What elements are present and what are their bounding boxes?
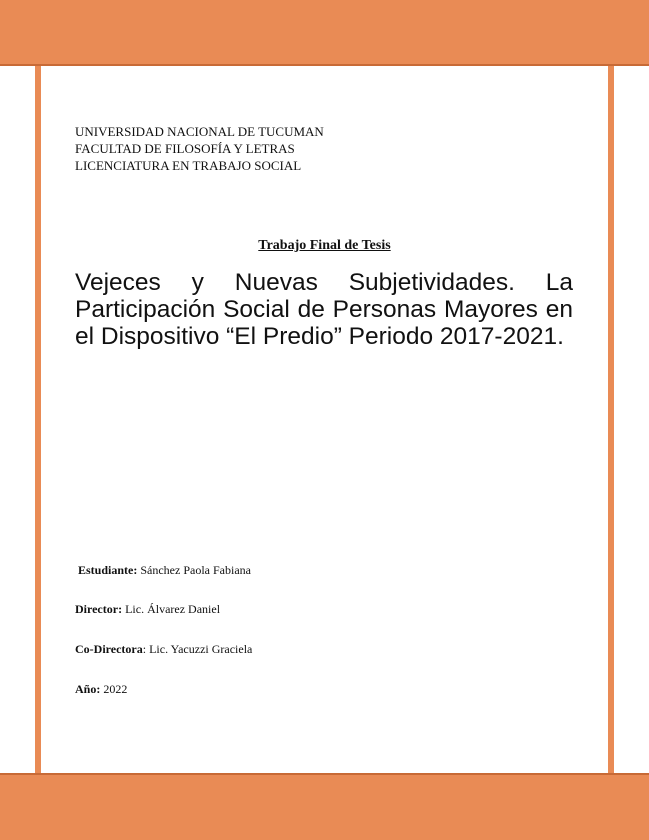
director-line <box>75 602 220 617</box>
faculty-name: FACULTAD DE FILOSOFÍA Y LETRAS <box>75 141 295 156</box>
student-line <box>78 563 251 578</box>
footer-decorative-band <box>0 773 649 840</box>
thesis-type-heading: Trabajo Final de Tesis <box>258 238 391 253</box>
right-border-bar <box>608 66 614 773</box>
thesis-title: Vejeces y Nuevas Subjetividades. La Participación Social de Personas Mayores en el Dispositivo “El Predio” Periodo 2017-2021. <box>75 269 573 350</box>
director-label: Director: <box>75 602 123 616</box>
left-border-bar <box>35 66 41 773</box>
year-label: Año: <box>75 682 101 696</box>
year-line <box>75 682 127 697</box>
institution-block <box>75 123 324 174</box>
header-decorative-band <box>0 0 649 66</box>
codirector-label: Co-Directora <box>75 642 143 656</box>
codirector-value: : Lic. Yacuzzi Graciela <box>142 642 253 656</box>
director-value: Lic. Álvarez Daniel <box>125 602 221 616</box>
degree-name: LICENCIATURA EN TRABAJO SOCIAL <box>75 158 302 173</box>
university-name: UNIVERSIDAD NACIONAL DE TUCUMAN <box>75 124 324 139</box>
year-value: 2022 <box>103 682 128 696</box>
student-value: Sánchez Paola Fabiana <box>140 563 251 577</box>
codirector-line <box>75 642 252 657</box>
student-label: Estudiante: <box>78 563 138 577</box>
